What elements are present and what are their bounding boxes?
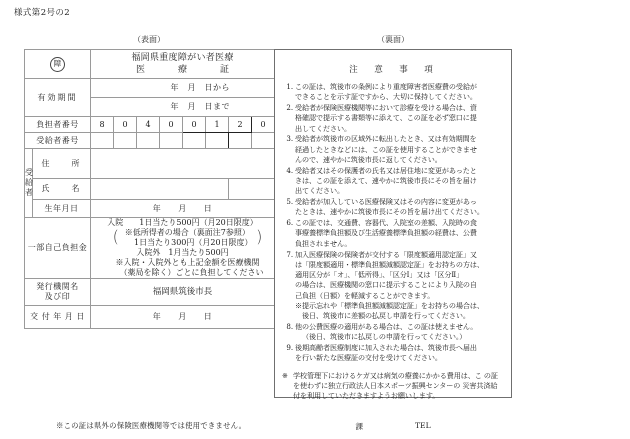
notes-title: 注 意 事 項 (349, 65, 437, 75)
validity-to-value[interactable]: 年 月 日まで (91, 98, 275, 117)
payer-number-row (25, 117, 275, 133)
recipient-vertical-char: 者 (25, 188, 33, 197)
recipient-number-label: 受給者番号 (25, 133, 91, 149)
name-value[interactable] (91, 179, 229, 200)
certificate-title-line2: 医 療 証 (136, 64, 235, 75)
payer-number-digit[interactable]: 0 (252, 117, 275, 133)
recipient-number-row (25, 133, 275, 149)
name-extra-value[interactable] (229, 179, 275, 200)
form-number: 様式第2号の2 (14, 8, 71, 18)
issuer-label-line1: 発行機関名 (36, 282, 79, 291)
front-footnote: ※この証は県外の保険医療機関等では使用できません。 (56, 421, 247, 430)
back-side-caption: （裏面） (377, 35, 409, 44)
note-text: この証は、筑後市の条例により重度障害者医療費の受給が できることを示す証ですから、大切に保持してください。 (295, 82, 477, 102)
star-marker-icon: ※ (282, 370, 288, 380)
note-item (282, 82, 504, 103)
issuer-label (25, 279, 91, 306)
birthdate-row (25, 200, 275, 218)
bracket-open-icon: （ (108, 228, 118, 247)
note-number: 4. (286, 165, 293, 175)
issue-date-value[interactable]: 年 月 日 (91, 306, 275, 329)
payer-number-digit[interactable]: 0 (160, 117, 183, 133)
medical-certificate-table (24, 49, 275, 329)
payer-number-digit[interactable]: 0 (183, 117, 206, 133)
issuer-label-line2: 及び印 (44, 292, 71, 301)
recipient-number-digit[interactable] (137, 133, 160, 149)
back-side-panel (274, 35, 512, 432)
note-text: 受給者が加入している医療保険又はその内容に変更があっ たときは、速やかに筑後市長にその旨を届け出てください。 (295, 197, 484, 217)
payer-number-digit[interactable]: 4 (137, 117, 160, 133)
birthdate-value[interactable]: 年 月 日 (91, 200, 275, 218)
bracket-close-icon: ） (256, 228, 267, 247)
note-item (282, 322, 504, 343)
payer-number-digit[interactable]: 8 (91, 117, 114, 133)
name-label: 氏 名 (33, 179, 91, 200)
department-label[interactable]: 課 (355, 422, 363, 432)
star-note-text: 学校管理下におけるケガ又は病気の療養にかかる費用は、こ の証を使わずに独立行政法人日本スポーツ振興センターの 災害共済給付を利用していただきますようお願いします。 (293, 370, 498, 401)
copayment-label: 一部自己負担金 (25, 218, 91, 279)
note-item (282, 343, 504, 364)
issuer-row (25, 279, 275, 306)
validity-from-value[interactable]: 年 月 日から (91, 79, 275, 98)
contact-row (282, 421, 504, 432)
star-note (282, 371, 504, 402)
certificate-title-line1: 福岡県重度障がい者医療 (131, 52, 234, 63)
recipient-vertical-label (25, 149, 33, 218)
validity-period-label: 有効期間 (25, 79, 91, 117)
payer-number-digit[interactable]: 2 (229, 117, 252, 133)
note-number: 2. (286, 103, 293, 113)
recipient-number-digit[interactable] (229, 133, 252, 149)
recipient-number-digit[interactable] (114, 133, 137, 149)
copayment-low-income-bracket (91, 228, 274, 248)
seal-cell (25, 50, 91, 79)
note-number: 6. (286, 218, 293, 228)
note-text: 後期高齢者医療制度に加入された場合は、筑後市長へ届出 を行い新たな医療証の交付を受けてください。 (295, 343, 477, 363)
note-item (282, 134, 504, 165)
note-number: 7. (286, 249, 293, 259)
note-text: 受給者又はその保護者の氏名又は居住地に変更があったと きは、この証を添えて、速やかに筑後市長にその旨を届け 出てください。 (295, 165, 477, 196)
note-text: 他の公費医療の適用がある場合は、この証は使えません。 （後日、筑後市に払戻しの申請を行ってください。） (295, 321, 478, 342)
copayment-note-line2: （薬局を除く）ごとに負担してください (119, 268, 264, 277)
note-number: 9. (286, 343, 293, 353)
address-value[interactable] (91, 149, 275, 179)
notes-box (274, 49, 512, 432)
recipient-number-digit[interactable] (91, 133, 114, 149)
copayment-line-inpatient: 入院 1日当たり500円（月20日限度） (107, 218, 258, 227)
copayment-details (91, 218, 275, 279)
copayment-bracket-line1: ※低所得者の場合（裏面注7参照） (124, 228, 250, 237)
note-item (282, 103, 504, 134)
note-item (282, 197, 504, 218)
copayment-row (25, 218, 275, 279)
birthdate-label: 生年月日 (33, 200, 91, 218)
note-text: この証では、交通費、容器代、入院室の差額、入院時の食 事療養標準負担額及び生活療養標準負担額の経費は、公費 負担されません。 (295, 218, 477, 248)
note-text: 受給者が保険医療機関等において診療を受ける場合は、資 格確認で提示する書類等に添えて、この証を必ず窓口に提 出してください。 (295, 103, 477, 133)
payer-number-label: 負担者番号 (25, 117, 91, 133)
note-item (282, 250, 504, 322)
issuer-value: 福岡県筑後市長 (91, 279, 275, 306)
recipient-vertical-char: 給 (25, 178, 33, 187)
note-number: 5. (286, 197, 293, 207)
recipient-number-digit[interactable] (183, 133, 206, 149)
certificate-title-row (25, 50, 275, 79)
address-row (25, 149, 275, 179)
address-label: 住 所 (33, 149, 91, 179)
recipient-number-digit[interactable] (206, 133, 229, 149)
payer-number-digit[interactable]: 1 (206, 117, 229, 133)
note-text: 加入医療保険の保険者が交付する「限度額適用認定証」又 は「限度額適用・標準負担額減額認定証」をお持ちの方は、 適用区分が「オ」、「低所得」、「区分Ⅰ」又は「区分Ⅱ」 の場合は、医療機関の窓口に提示することにより入院の自 己負担（日額）を軽減することができます。 ※提示忘れや「標準負担額減額認定証」をお持ちの場合は、 後日、筑後市に差額の払戻し申請を行ってください。 (295, 249, 484, 321)
disability-seal-icon: 障 (50, 57, 65, 72)
recipient-number-digit[interactable] (160, 133, 183, 149)
note-number: 1. (286, 82, 293, 91)
certificate-title-cell (91, 50, 275, 79)
copayment-note-line1: ※入院・入院外とも上記金額を医療機関 (115, 258, 260, 267)
note-number: 8. (286, 321, 293, 331)
copayment-bracket-line2: 1日当たり300円（月20日限度） (134, 238, 253, 247)
tel-label[interactable]: TEL (414, 421, 431, 431)
note-text: 受給者が筑後市の区域外に転出したとき、又は有効期間を 経過したときなどには、この証を使用することができませ んので、速やかに筑後市長に返してください。 (295, 134, 477, 164)
note-number: 3. (286, 134, 293, 144)
issue-date-row (25, 306, 275, 329)
validity-period-row (25, 79, 275, 98)
front-side-panel (24, 35, 274, 329)
front-side-caption: （表面） (133, 35, 165, 44)
recipient-vertical-char: 受 (25, 168, 33, 177)
payer-number-digit[interactable]: 0 (114, 117, 137, 133)
note-item (282, 166, 504, 197)
copayment-line-outpatient: 入院外 1月当たり500円 (136, 248, 229, 257)
name-row (25, 179, 275, 200)
issue-date-label: 交 付 年 月 日 (25, 306, 91, 329)
note-item (282, 218, 504, 249)
